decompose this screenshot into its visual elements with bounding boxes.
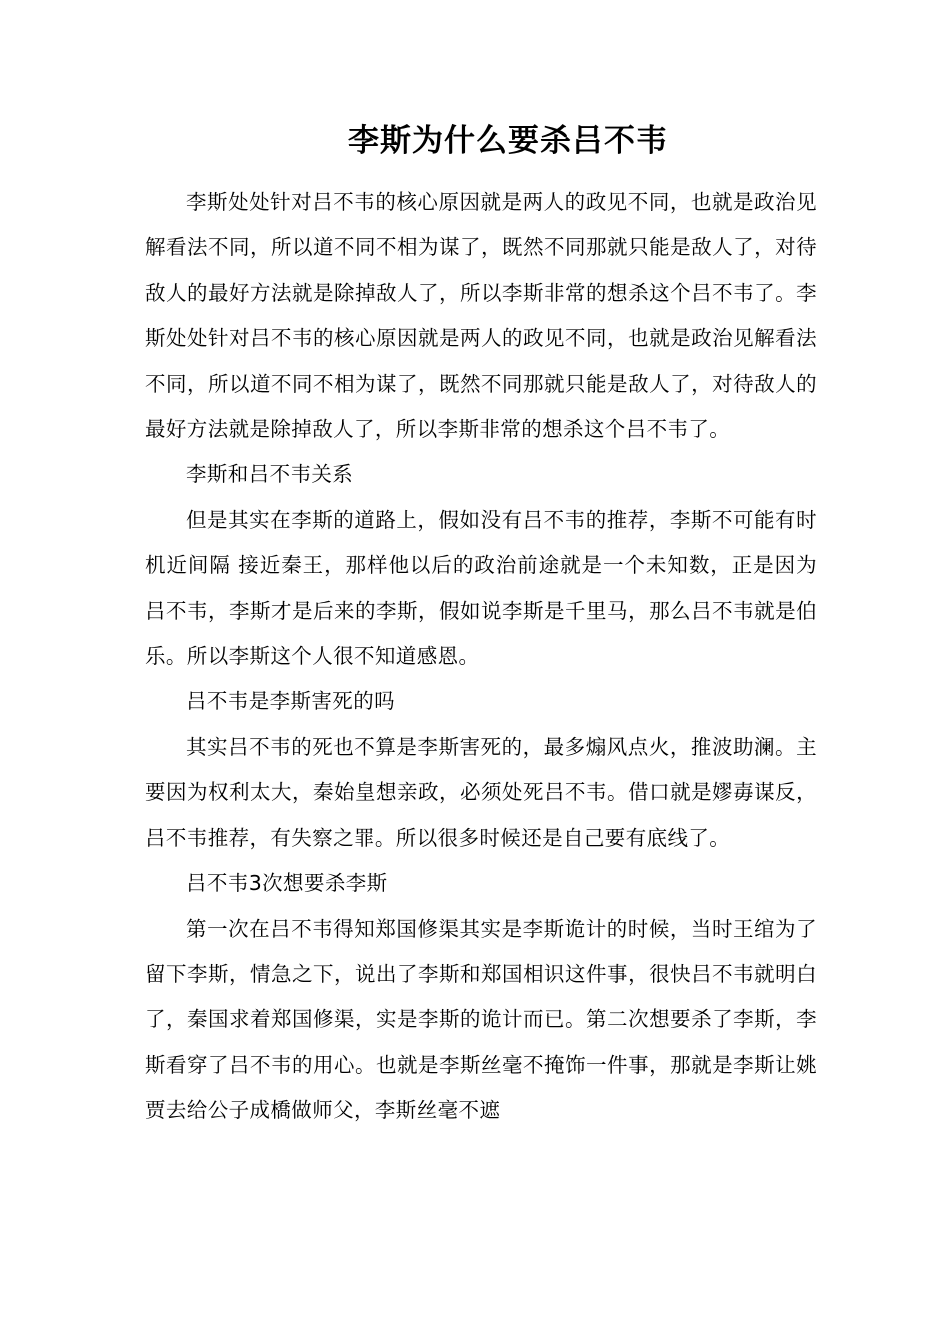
paragraph-relationship: 但是其实在李斯的道路上，假如没有吕不韦的推荐，李斯不可能有时机近间隔 接近秦王，那样他以后的政治前途就是一个未知数，正是因为吕不韦，李斯才是后来的李斯，假如说李斯是千里马，那么吕不韦就是伯乐。所以李斯这个人很不知道感恩。 <box>145 507 817 669</box>
paragraph-death: 其实吕不韦的死也不算是李斯害死的，最多煽风点火，推波助澜。主要因为权利太大，秦始皇想亲政，必须处死吕不韦。借口就是嫪毐谋反，吕不韦推荐，有失察之罪。所以很多时候还是自己要有底线了。 <box>145 734 817 850</box>
section-heading-relationship: 李斯和吕不韦关系 <box>186 462 354 487</box>
section-heading-three-attempts: 吕不韦3次想要杀李斯 <box>186 871 388 896</box>
document-title: 李斯为什么要杀吕不韦 <box>348 123 668 159</box>
section-heading-death: 吕不韦是李斯害死的吗 <box>186 689 395 714</box>
document-body <box>145 180 817 1134</box>
paragraph-three-attempts: 第一次在吕不韦得知郑国修渠其实是李斯诡计的时候，当时王绾为了留下李斯，情急之下，说出了李斯和郑国相识这件事，很快吕不韦就明白了，秦国求着郑国修渠，实是李斯的诡计而已。第二次想要杀了李斯，李斯看穿了吕不韦的用心。也就是李斯丝毫不掩饰一件事，那就是李斯让姚贾去给公子成橋做师父，李斯丝毫不遮 <box>145 916 817 1123</box>
paragraph-political-differences: 李斯处处针对吕不韦的核心原因就是两人的政见不同，也就是政治见解看法不同，所以道不同不相为谋了，既然不同那就只能是敌人了，对待敌人的最好方法就是除掉敌人了，所以李斯非常的想杀这个吕不韦了。李斯处处针对吕不韦的核心原因就是两人的政见不同，也就是政治见解看法不同，所以道不同不相为谋了，既然不同那就只能是敌人了，对待敌人的最好方法就是除掉敌人了，所以李斯非常的想杀这个吕不韦了。 <box>145 190 817 442</box>
